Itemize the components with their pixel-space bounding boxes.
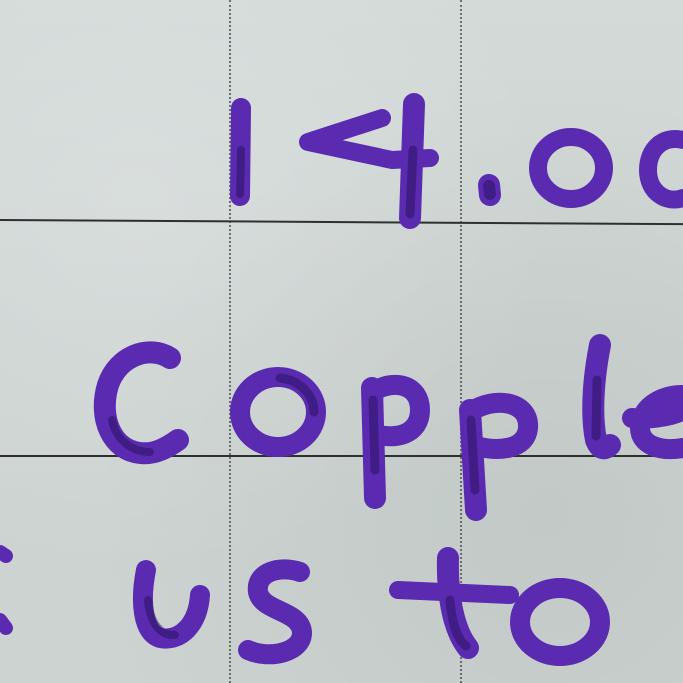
- glyph-0-first: [538, 137, 604, 199]
- glyph-e: [632, 395, 683, 449]
- glyph-0-second: [648, 139, 683, 200]
- glyph-l: [593, 345, 610, 448]
- glyph-C: [105, 352, 178, 453]
- glyph-decimal-point: [489, 185, 490, 195]
- glyph-o-line3: [520, 588, 600, 656]
- glyph-partial-left: [0, 552, 6, 628]
- glyph-s: [248, 569, 302, 654]
- glyph-t: [398, 558, 510, 648]
- glyph-p-first: [372, 385, 420, 498]
- handwritten-line-3: [0, 552, 600, 656]
- glyph-1: [240, 108, 241, 196]
- handwritten-line-1: [240, 104, 683, 218]
- handwritten-line-2: [105, 345, 683, 510]
- glyph-p-second: [470, 403, 528, 510]
- glyph-u: [143, 570, 200, 639]
- glyph-o: [240, 377, 316, 447]
- glyph-4: [308, 104, 430, 218]
